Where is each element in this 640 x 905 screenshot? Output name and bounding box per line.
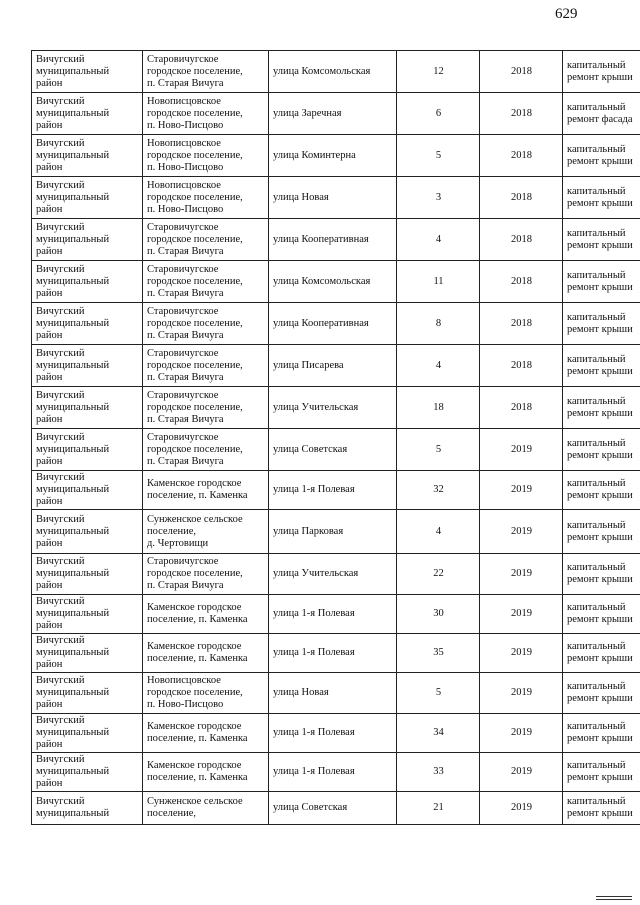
street-cell-text: улица 1-я Полевая [273, 766, 355, 777]
house-number-cell-text: 5 [435, 687, 442, 698]
settlement-cell-text: Старовичугское городское поселение, п. Старая Вичуга [147, 263, 243, 299]
district-cell [32, 510, 143, 554]
district-cell-text: Вичугский муниципальный [36, 796, 110, 819]
table-row [32, 429, 640, 471]
settlement-cell-text: Каменское городское поселение, п. Каменка [147, 760, 248, 783]
house-number-cell [397, 177, 480, 219]
house-number-cell-text: 5 [435, 443, 442, 455]
street-cell [269, 634, 397, 673]
house-number-cell [397, 51, 480, 93]
table-row [32, 634, 640, 673]
street-cell-text: улица Парковая [273, 525, 344, 537]
settlement-cell-text: Каменское городское поселение, п. Каменка [147, 602, 248, 625]
year-cell [480, 595, 563, 634]
repair-schedule-table [31, 50, 640, 825]
house-number-cell [397, 753, 480, 792]
street-cell-text: улица 1-я Полевая [273, 727, 355, 738]
settlement-cell-text: Старовичугское городское поселение, п. Старая Вичуга [147, 305, 243, 341]
district-cell-text: Вичугский муниципальный район [36, 263, 110, 299]
district-cell [32, 792, 143, 825]
work-type-cell-text: капитальный ремонт крыши [567, 562, 633, 585]
house-number-cell [397, 345, 480, 387]
settlement-cell [143, 51, 269, 93]
settlement-cell-text: Старовичугское городское поселение, п. Старая Вичуга [147, 347, 243, 383]
year-cell-text: 2019 [511, 766, 532, 777]
settlement-cell-text: Старовичугское городское поселение, п. Старая Вичуга [147, 556, 243, 591]
work-type-cell [563, 429, 640, 471]
year-cell [480, 51, 563, 93]
district-cell [32, 177, 143, 219]
settlement-cell [143, 303, 269, 345]
house-number-cell-text: 3 [435, 191, 442, 203]
year-cell-text: 2018 [511, 233, 532, 245]
district-cell [32, 135, 143, 177]
district-cell-text: Вичугский муниципальный район [36, 179, 110, 215]
district-cell-text: Вичугский муниципальный район [36, 596, 110, 631]
table-row [32, 303, 640, 345]
table-row [32, 135, 640, 177]
house-number-cell [397, 673, 480, 714]
table-row [32, 714, 640, 753]
house-number-cell-text: 6 [435, 107, 442, 119]
work-type-cell-text: капитальный ремонт крыши [567, 796, 633, 819]
house-number-cell-text: 5 [435, 149, 442, 161]
district-cell [32, 93, 143, 135]
district-cell [32, 554, 143, 595]
house-number-cell [397, 595, 480, 634]
year-cell-text: 2018 [511, 401, 532, 413]
street-cell [269, 714, 397, 753]
settlement-cell-text: Новописцовское городское поселение, п. Ново-Писцово [147, 95, 243, 131]
street-cell [269, 345, 397, 387]
house-number-cell [397, 261, 480, 303]
year-cell-text: 2018 [511, 107, 532, 119]
year-cell-text: 2019 [511, 802, 532, 813]
year-cell-text: 2018 [511, 359, 532, 371]
year-cell [480, 177, 563, 219]
house-number-cell [397, 510, 480, 554]
work-type-cell [563, 135, 640, 177]
street-cell-text: улица Коминтерна [273, 149, 356, 161]
year-cell-text: 2019 [511, 484, 532, 495]
year-cell [480, 753, 563, 792]
house-number-cell-text: 32 [433, 484, 444, 495]
table-row [32, 219, 640, 261]
work-type-cell-text: капитальный ремонт крыши [567, 437, 633, 461]
table-row [32, 345, 640, 387]
street-cell-text: улица Комсомольская [273, 65, 371, 77]
year-cell [480, 219, 563, 261]
footer-rule [596, 899, 632, 900]
district-cell-text: Вичугский муниципальный район [36, 347, 110, 383]
street-cell-text: улица Комсомольская [273, 275, 371, 287]
work-type-cell [563, 345, 640, 387]
settlement-cell [143, 219, 269, 261]
street-cell [269, 93, 397, 135]
street-cell [269, 219, 397, 261]
district-cell [32, 345, 143, 387]
street-cell [269, 792, 397, 825]
work-type-cell-text: капитальный ремонт крыши [567, 721, 633, 744]
work-type-cell-text: капитальный ремонт крыши [567, 395, 633, 419]
street-cell [269, 753, 397, 792]
year-cell [480, 714, 563, 753]
year-cell [480, 634, 563, 673]
year-cell [480, 387, 563, 429]
street-cell-text: улица 1-я Полевая [273, 484, 355, 495]
work-type-cell [563, 595, 640, 634]
table-row [32, 177, 640, 219]
page-number: 629 [555, 6, 578, 22]
house-number-cell [397, 471, 480, 510]
street-cell [269, 51, 397, 93]
house-number-cell [397, 714, 480, 753]
house-number-cell-text: 21 [433, 802, 444, 813]
year-cell-text: 2019 [511, 727, 532, 738]
settlement-cell [143, 673, 269, 714]
work-type-cell [563, 673, 640, 714]
settlement-cell [143, 177, 269, 219]
settlement-cell-text: Старовичугское городское поселение, п. Старая Вичуга [147, 221, 243, 257]
year-cell-text: 2018 [511, 65, 532, 77]
work-type-cell [563, 753, 640, 792]
district-cell [32, 219, 143, 261]
year-cell [480, 135, 563, 177]
settlement-cell-text: Старовичугское городское поселение, п. Старая Вичуга [147, 389, 243, 425]
work-type-cell-text: капитальный ремонт крыши [567, 185, 633, 209]
work-type-cell [563, 510, 640, 554]
district-cell-text: Вичугский муниципальный район [36, 305, 110, 341]
work-type-cell [563, 714, 640, 753]
work-type-cell-text: капитальный ремонт крыши [567, 269, 633, 293]
district-cell [32, 673, 143, 714]
house-number-cell-text: 11 [433, 275, 444, 287]
street-cell [269, 177, 397, 219]
work-type-cell-text: капитальный ремонт крыши [567, 478, 633, 501]
work-type-cell-text: капитальный ремонт крыши [567, 59, 633, 83]
settlement-cell [143, 93, 269, 135]
street-cell-text: улица 1-я Полевая [273, 647, 355, 658]
work-type-cell-text: капитальный ремонт крыши [567, 353, 633, 377]
work-type-cell-text: капитальный ремонт фасада [567, 101, 633, 125]
year-cell [480, 345, 563, 387]
district-cell [32, 429, 143, 471]
settlement-cell [143, 510, 269, 554]
work-type-cell-text: капитальный ремонт крыши [567, 311, 633, 335]
year-cell-text: 2019 [511, 568, 532, 579]
work-type-cell-text: капитальный ремонт крыши [567, 641, 633, 664]
year-cell [480, 93, 563, 135]
work-type-cell-text: капитальный ремонт крыши [567, 602, 633, 625]
house-number-cell-text: 18 [433, 401, 444, 413]
street-cell-text: улица Писарева [273, 359, 344, 371]
year-cell-text: 2019 [511, 443, 532, 455]
year-cell [480, 303, 563, 345]
work-type-cell-text: капитальный ремонт крыши [567, 760, 633, 783]
district-cell-text: Вичугский муниципальный район [36, 137, 110, 173]
table-row [32, 93, 640, 135]
house-number-cell [397, 303, 480, 345]
house-number-cell [397, 554, 480, 595]
work-type-cell [563, 634, 640, 673]
year-cell [480, 429, 563, 471]
year-cell-text: 2018 [511, 191, 532, 203]
settlement-cell [143, 471, 269, 510]
district-cell [32, 753, 143, 792]
settlement-cell [143, 261, 269, 303]
settlement-cell-text: Новописцовское городское поселение, п. Ново-Писцово [147, 675, 243, 710]
table-row [32, 554, 640, 595]
street-cell [269, 595, 397, 634]
work-type-cell [563, 303, 640, 345]
district-cell-text: Вичугский муниципальный район [36, 221, 110, 257]
work-type-cell [563, 261, 640, 303]
house-number-cell-text: 30 [433, 608, 444, 619]
work-type-cell-text: капитальный ремонт крыши [567, 227, 633, 251]
house-number-cell-text: 4 [435, 233, 442, 245]
settlement-cell-text: Сунженское сельское поселение, [147, 796, 243, 819]
house-number-cell [397, 219, 480, 261]
district-cell-text: Вичугский муниципальный район [36, 389, 110, 425]
house-number-cell-text: 22 [433, 568, 444, 579]
settlement-cell [143, 595, 269, 634]
settlement-cell-text: Каменское городское поселение, п. Каменка [147, 641, 248, 664]
settlement-cell [143, 345, 269, 387]
house-number-cell [397, 135, 480, 177]
district-cell-text: Вичугский муниципальный район [36, 472, 110, 507]
district-cell [32, 261, 143, 303]
footer-rule [596, 896, 632, 897]
district-cell [32, 471, 143, 510]
district-cell-text: Вичугский муниципальный район [36, 556, 110, 591]
district-cell-text: Вичугский муниципальный район [36, 715, 110, 750]
street-cell-text: улица Кооперативная [273, 233, 369, 245]
street-cell [269, 554, 397, 595]
street-cell-text: улица Новая [273, 687, 329, 698]
street-cell [269, 510, 397, 554]
house-number-cell [397, 429, 480, 471]
table-row [32, 673, 640, 714]
street-cell-text: улица 1-я Полевая [273, 608, 355, 619]
year-cell-text: 2019 [511, 687, 532, 698]
street-cell [269, 135, 397, 177]
street-cell [269, 261, 397, 303]
house-number-cell [397, 93, 480, 135]
street-cell [269, 303, 397, 345]
district-cell-text: Вичугский муниципальный район [36, 513, 110, 549]
work-type-cell [563, 471, 640, 510]
house-number-cell-text: 8 [435, 317, 442, 329]
settlement-cell [143, 714, 269, 753]
settlement-cell [143, 753, 269, 792]
house-number-cell-text: 4 [435, 359, 442, 371]
district-cell [32, 634, 143, 673]
settlement-cell [143, 634, 269, 673]
year-cell [480, 261, 563, 303]
street-cell-text: улица Советская [273, 443, 348, 455]
table-row [32, 595, 640, 634]
house-number-cell-text: 33 [433, 766, 444, 777]
table-row [32, 387, 640, 429]
district-cell [32, 51, 143, 93]
district-cell-text: Вичугский муниципальный район [36, 754, 110, 789]
work-type-cell [563, 177, 640, 219]
year-cell-text: 2019 [511, 525, 532, 537]
street-cell-text: улица Заречная [273, 107, 342, 119]
district-cell-text: Вичугский муниципальный район [36, 675, 110, 710]
street-cell-text: улица Учительская [273, 401, 359, 413]
work-type-cell [563, 792, 640, 825]
work-type-cell [563, 51, 640, 93]
district-cell [32, 387, 143, 429]
settlement-cell-text: Новописцовское городское поселение, п. Ново-Писцово [147, 179, 243, 215]
district-cell [32, 303, 143, 345]
settlement-cell [143, 429, 269, 471]
year-cell-text: 2019 [511, 647, 532, 658]
work-type-cell [563, 387, 640, 429]
street-cell-text: улица Советская [273, 802, 348, 813]
year-cell-text: 2018 [511, 149, 532, 161]
district-cell-text: Вичугский муниципальный район [36, 635, 110, 670]
street-cell [269, 471, 397, 510]
work-type-cell-text: капитальный ремонт крыши [567, 519, 633, 543]
year-cell [480, 673, 563, 714]
district-cell-text: Вичугский муниципальный район [36, 95, 110, 131]
district-cell-text: Вичугский муниципальный район [36, 53, 110, 89]
street-cell-text: улица Кооперативная [273, 317, 369, 329]
table-row [32, 261, 640, 303]
settlement-cell-text: Старовичугское городское поселение, п. Старая Вичуга [147, 431, 243, 467]
house-number-cell-text: 35 [433, 647, 444, 658]
house-number-cell [397, 387, 480, 429]
year-cell [480, 554, 563, 595]
settlement-cell-text: Каменское городское поселение, п. Каменка [147, 721, 248, 744]
settlement-cell [143, 554, 269, 595]
year-cell [480, 510, 563, 554]
house-number-cell-text: 34 [433, 727, 444, 738]
street-cell [269, 429, 397, 471]
settlement-cell [143, 792, 269, 825]
settlement-cell [143, 387, 269, 429]
table-row [32, 792, 640, 825]
house-number-cell-text: 4 [435, 525, 442, 537]
year-cell [480, 471, 563, 510]
settlement-cell-text: Каменское городское поселение, п. Каменка [147, 478, 248, 501]
house-number-cell [397, 634, 480, 673]
year-cell-text: 2018 [511, 275, 532, 287]
settlement-cell [143, 135, 269, 177]
year-cell [480, 792, 563, 825]
table-row [32, 51, 640, 93]
table-row [32, 510, 640, 554]
table-row [32, 753, 640, 792]
table-body [32, 51, 640, 825]
house-number-cell-text: 12 [433, 65, 444, 77]
street-cell [269, 387, 397, 429]
house-number-cell [397, 792, 480, 825]
work-type-cell [563, 93, 640, 135]
district-cell [32, 714, 143, 753]
work-type-cell-text: капитальный ремонт крыши [567, 681, 633, 704]
work-type-cell [563, 219, 640, 261]
settlement-cell-text: Сунженское сельское поселение, д. Чертовищи [147, 513, 243, 549]
district-cell-text: Вичугский муниципальный район [36, 431, 110, 467]
settlement-cell-text: Старовичугское городское поселение, п. Старая Вичуга [147, 53, 243, 89]
street-cell [269, 673, 397, 714]
table-row [32, 471, 640, 510]
street-cell-text: улица Учительская [273, 568, 359, 579]
year-cell-text: 2019 [511, 608, 532, 619]
settlement-cell-text: Новописцовское городское поселение, п. Ново-Писцово [147, 137, 243, 173]
district-cell [32, 595, 143, 634]
street-cell-text: улица Новая [273, 191, 329, 203]
work-type-cell-text: капитальный ремонт крыши [567, 143, 633, 167]
work-type-cell [563, 554, 640, 595]
year-cell-text: 2018 [511, 317, 532, 329]
